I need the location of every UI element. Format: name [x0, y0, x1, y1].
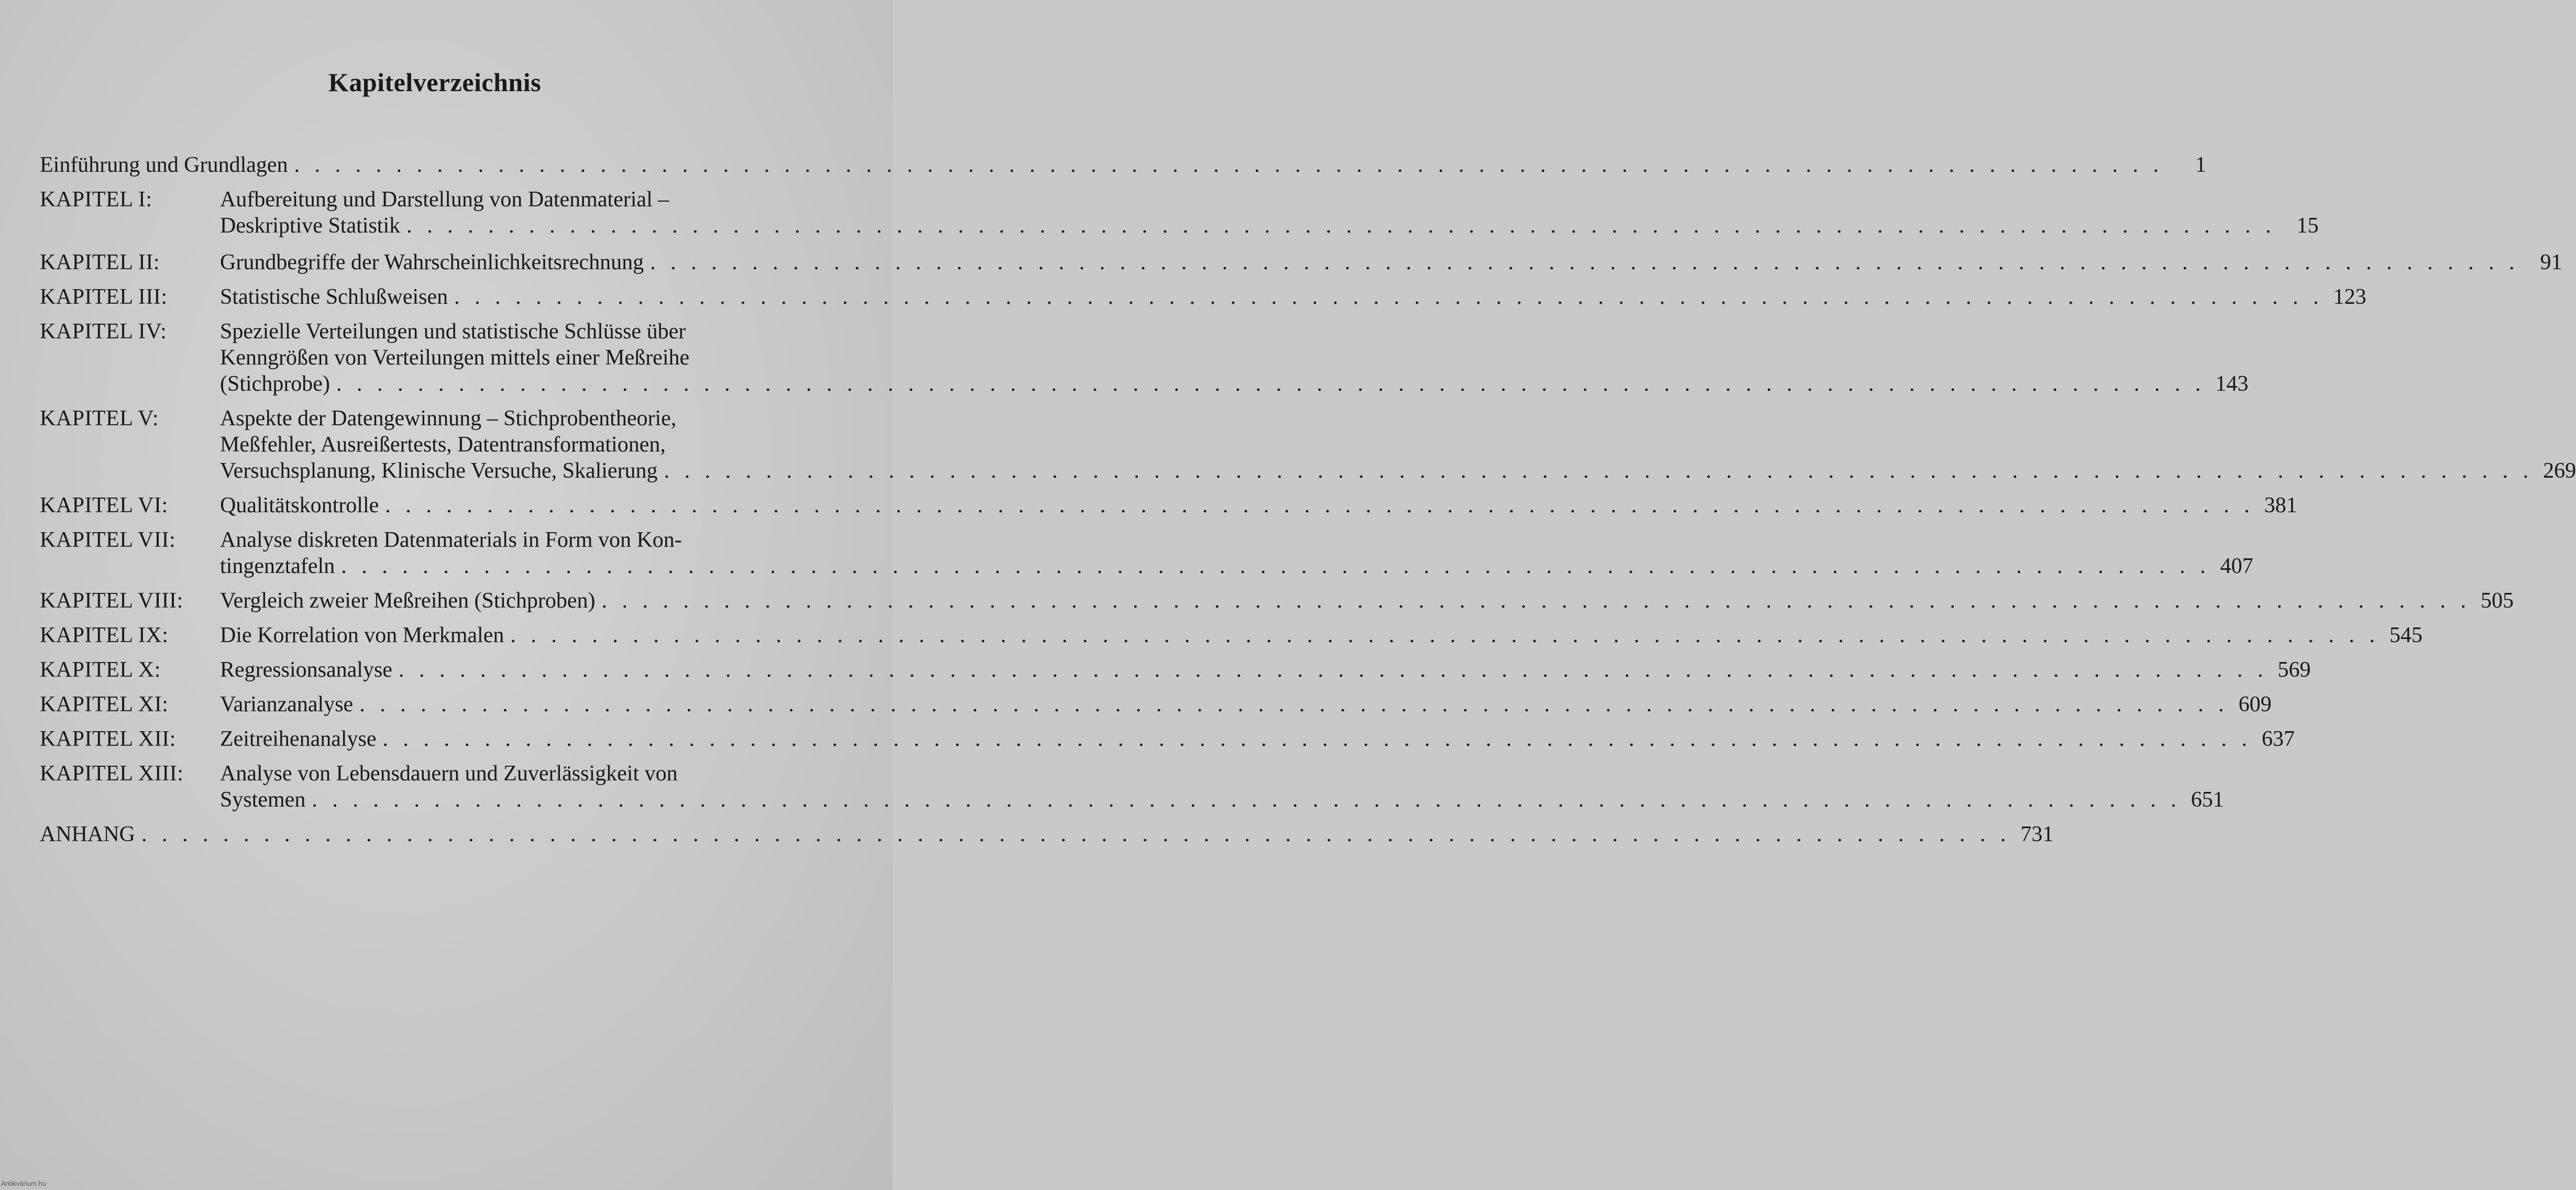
entry-title: tingenztafeln — [220, 554, 335, 578]
entry-title: Die Korrelation von Merkmalen — [220, 623, 504, 647]
dot-leader — [141, 821, 2011, 847]
chapter-label: KAPITEL IX: — [40, 623, 169, 647]
page-number: 731 — [2020, 822, 2054, 846]
chapter-label: KAPITEL III: — [40, 285, 168, 309]
toc-entry-text — [220, 691, 2272, 718]
entry-line — [220, 458, 2576, 484]
toc-entry — [40, 186, 2319, 239]
toc-entry — [40, 588, 2514, 614]
table-of-contents — [40, 152, 2576, 847]
dot-leader — [601, 588, 2471, 614]
toc-entry — [40, 657, 2311, 683]
entry-line — [220, 657, 2310, 683]
entry-line — [40, 821, 2054, 847]
chapter-label: KAPITEL II: — [40, 250, 160, 274]
toc-entry-text — [40, 152, 2206, 178]
toc-entry-text — [220, 761, 2224, 813]
entry-title: Regressionsanalyse — [220, 658, 392, 682]
toc-entry-text — [220, 186, 2319, 239]
entry-title: Aufbereitung und Darstellung von Datenmaterial – — [220, 188, 669, 212]
dot-leader — [650, 249, 2519, 276]
page-number: 143 — [2215, 372, 2249, 396]
chapter-label: KAPITEL VII: — [40, 528, 176, 552]
toc-entry-text — [220, 657, 2310, 683]
dot-leader — [510, 622, 2380, 648]
toc-entry-text — [220, 527, 2253, 579]
entry-title: Deskriptive Statistik — [220, 214, 401, 238]
page-number: 407 — [2220, 554, 2253, 578]
entry-line — [220, 318, 2248, 345]
toc-entry — [40, 152, 2207, 178]
toc-entry — [40, 761, 2224, 813]
page-number: 1 — [2195, 153, 2207, 177]
toc-entry — [40, 622, 2423, 648]
page-number: 637 — [2262, 727, 2295, 751]
entry-line — [220, 588, 2514, 614]
page-number: 15 — [2296, 214, 2319, 238]
entry-line — [220, 249, 2562, 276]
chapter-label: KAPITEL VI: — [40, 493, 168, 517]
entry-title: ANHANG — [40, 822, 135, 846]
toc-entry-text — [220, 492, 2297, 519]
entry-title: Vergleich zweier Meßreihen (Stichproben) — [220, 589, 596, 613]
page-number: 569 — [2277, 658, 2311, 682]
toc-entry — [40, 821, 2054, 847]
entry-line — [220, 186, 2319, 213]
watermark: Antikvárium.hu — [1, 1180, 46, 1187]
toc-entry — [40, 726, 2295, 752]
entry-line — [220, 284, 2366, 310]
toc-entry-text — [220, 318, 2248, 397]
entry-title: Grundbegriffe der Wahrscheinlichkeitsrechnung — [220, 250, 644, 274]
entry-title: (Stichprobe) — [220, 372, 330, 396]
toc-entry — [40, 318, 2249, 397]
dot-leader — [399, 657, 2268, 683]
page-number: 651 — [2190, 788, 2224, 812]
entry-line — [220, 726, 2295, 752]
entry-title: Einführung und Grundlagen — [40, 153, 288, 177]
entry-line — [220, 405, 2576, 432]
dot-leader — [664, 458, 2534, 484]
toc-entry-text — [220, 588, 2514, 614]
page-number: 545 — [2389, 623, 2423, 647]
entry-title: Meßfehler, Ausreißertests, Datentransformationen, — [220, 433, 666, 457]
chapter-label: KAPITEL XIII: — [40, 762, 184, 786]
entry-line — [220, 371, 2248, 397]
toc-entry-text — [220, 284, 2366, 310]
page-number: 269 — [2543, 459, 2576, 483]
entry-title: Aspekte der Datengewinnung – Stichprobentheorie, — [220, 406, 677, 431]
chapter-label: KAPITEL XII: — [40, 727, 176, 751]
entry-line — [220, 691, 2272, 718]
toc-entry — [40, 527, 2253, 579]
chapter-label: KAPITEL I: — [40, 188, 152, 212]
entry-title: Systemen — [220, 788, 306, 812]
page-number: 91 — [2540, 250, 2562, 274]
toc-entry-text — [220, 622, 2423, 648]
dot-leader — [383, 726, 2252, 752]
toc-entry — [40, 691, 2272, 718]
page-number: 609 — [2238, 692, 2272, 717]
page-number: 505 — [2480, 589, 2514, 613]
dot-leader — [341, 553, 2210, 579]
entry-line — [220, 345, 2248, 371]
dot-leader — [312, 787, 2181, 813]
chapter-label: KAPITEL XI: — [40, 692, 169, 717]
entry-line — [220, 213, 2319, 239]
entry-line — [220, 622, 2423, 648]
dot-leader — [406, 213, 2276, 239]
dot-leader — [385, 492, 2254, 519]
toc-entry — [40, 405, 2576, 484]
entry-title: Zeitreihenanalyse — [220, 727, 377, 751]
toc-entry-text — [220, 405, 2576, 484]
page-number: 123 — [2333, 285, 2366, 309]
entry-title: Analyse diskreten Datenmaterials in Form von Kon- — [220, 528, 682, 552]
entry-line — [220, 787, 2224, 813]
chapter-label: KAPITEL V: — [40, 406, 159, 431]
entry-line — [220, 553, 2253, 579]
chapter-label: KAPITEL X: — [40, 658, 161, 682]
toc-entry-text — [220, 726, 2295, 752]
page-number: 381 — [2264, 493, 2297, 517]
toc-entry-text — [220, 249, 2562, 276]
toc-entry — [40, 492, 2297, 519]
entry-line — [220, 492, 2297, 519]
entry-title: Varianzanalyse — [220, 692, 354, 717]
dot-leader — [454, 284, 2324, 310]
entry-title: Analyse von Lebensdauern und Zuverlässigkeit von — [220, 762, 678, 786]
dot-leader — [294, 152, 2164, 178]
toc-entry — [40, 284, 2366, 310]
entry-line — [220, 527, 2253, 553]
page-title: Kapitelverzeichnis — [328, 68, 542, 97]
chapter-label: KAPITEL IV: — [40, 319, 167, 344]
entry-line — [220, 432, 2576, 458]
entry-title: Qualitätskontrolle — [220, 493, 379, 517]
entry-line — [40, 152, 2206, 178]
entry-line — [220, 761, 2224, 787]
entry-title: Versuchsplanung, Klinische Versuche, Skalierung — [220, 459, 658, 483]
entry-title: Kenngrößen von Verteilungen mittels einer Meßreihe — [220, 346, 690, 370]
chapter-label: KAPITEL VIII: — [40, 589, 183, 613]
entry-title: Spezielle Verteilungen und statistische Schlüsse über — [220, 319, 686, 344]
entry-title: Statistische Schlußweisen — [220, 285, 448, 309]
toc-entry-text — [40, 821, 2054, 847]
toc-entry — [40, 249, 2562, 276]
dot-leader — [359, 691, 2229, 718]
dot-leader — [336, 371, 2206, 397]
